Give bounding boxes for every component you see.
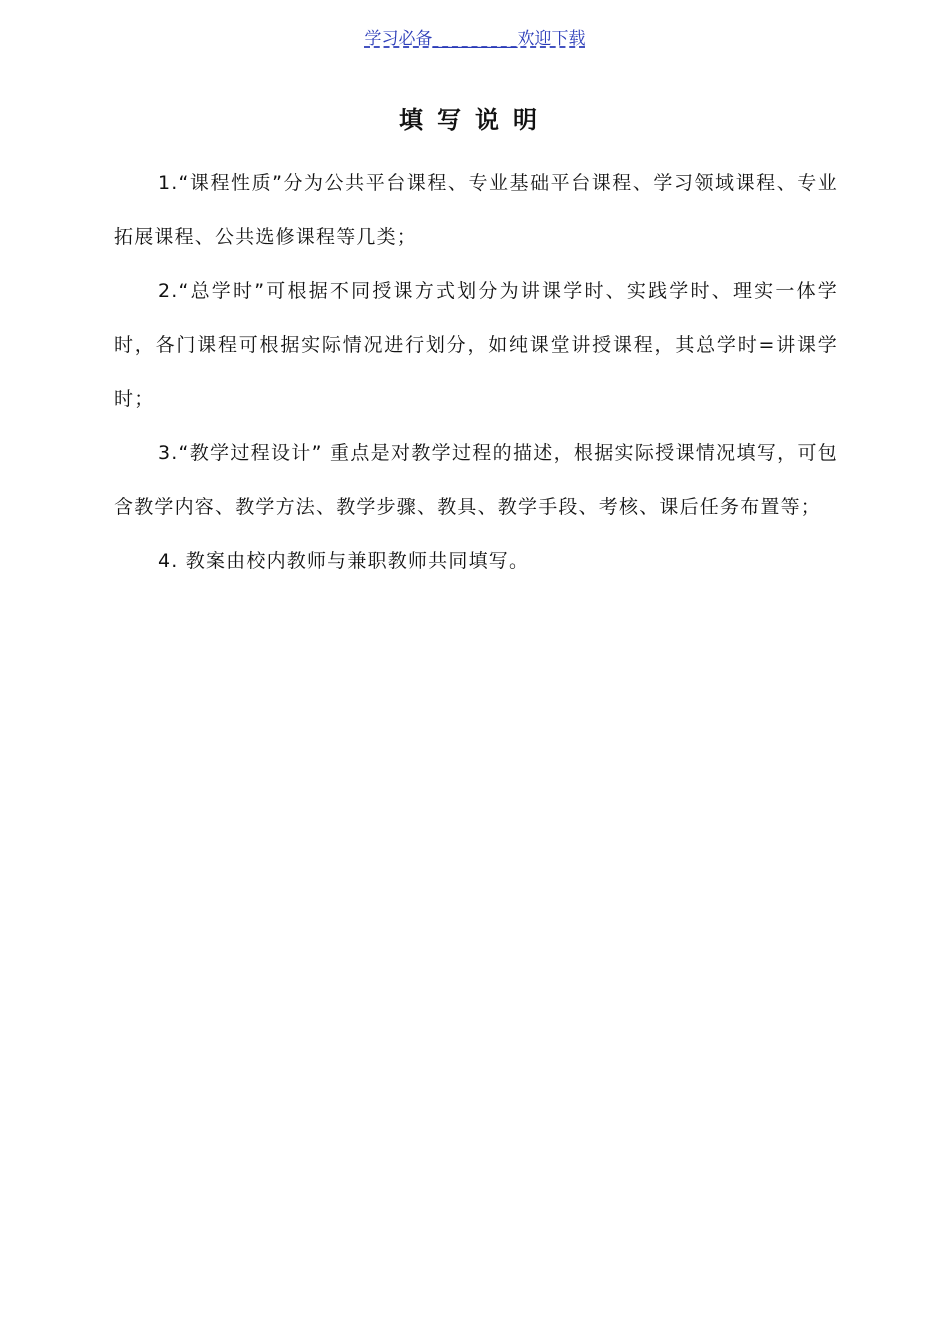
instruction-item-2: 2.“总学时”可根据不同授课方式划分为讲课学时、实践学时、理实一体学时，各门课程可根据实际情况进行划分，如纯课堂讲授课程，其总学时=讲课学时； [114, 280, 838, 410]
instruction-item-1: 1.“课程性质”分为公共平台课程、专业基础平台课程、学习领域课程、专业拓展课程、公共选修课程等几类； [114, 172, 838, 248]
header-text: 学习必备__________欢迎下载 [364, 29, 586, 49]
instruction-item-3: 3.“教学过程设计” 重点是对教学过程的描述，根据实际授课情况填写，可包含教学内容、教学方法、教学步骤、教具、教学手段、考核、课后任务布置等； [114, 442, 838, 518]
instructions-body [114, 156, 838, 588]
page-header [0, 24, 950, 49]
instruction-item-4: 4. 教案由校内教师与兼职教师共同填写。 [158, 550, 530, 572]
page-title: 填写说明 [399, 105, 551, 134]
